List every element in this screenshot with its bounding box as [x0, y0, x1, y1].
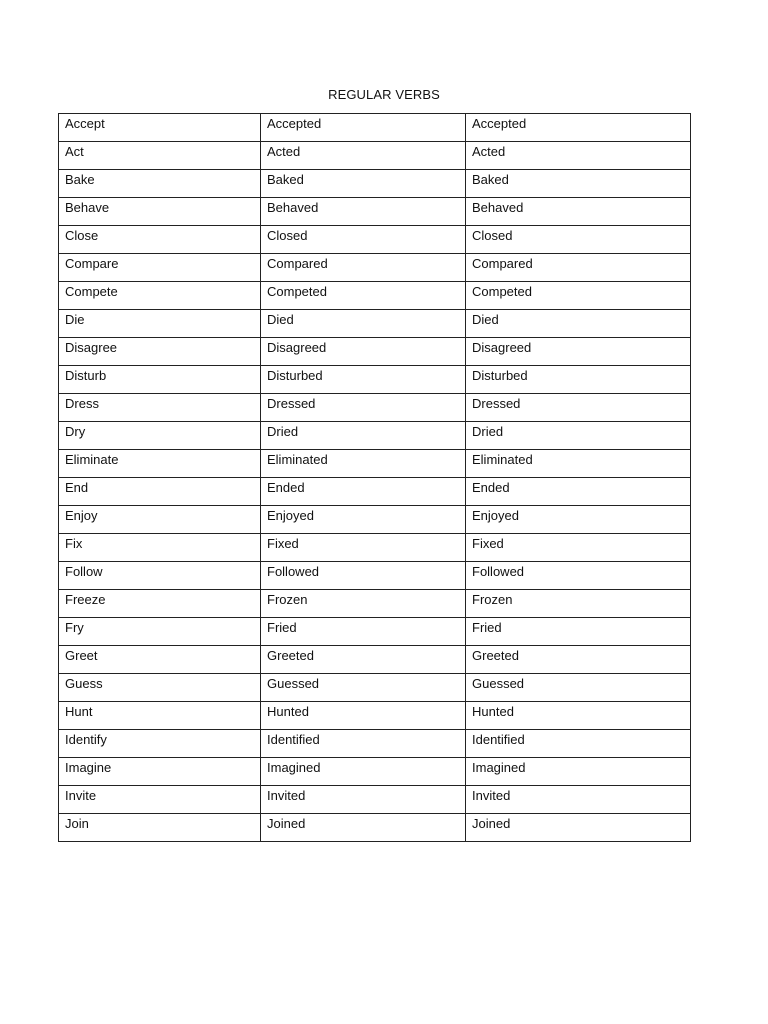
table-cell-past-participle: [466, 338, 691, 366]
table-row: [59, 226, 691, 254]
table-cell-base-form: [59, 282, 261, 310]
cell-text: Identified: [267, 732, 320, 747]
cell-text: Guess: [65, 676, 103, 691]
cell-text: Disagreed: [267, 340, 327, 355]
table-cell-past-simple: [261, 226, 466, 254]
cell-text: Eliminate: [65, 452, 119, 467]
table-row: [59, 114, 691, 142]
table-cell-past-participle: [466, 282, 691, 310]
table-cell-past-simple: [261, 142, 466, 170]
table-row: [59, 618, 691, 646]
cell-text: Competed: [267, 284, 327, 299]
table-cell-past-participle: [466, 394, 691, 422]
cell-text: Fixed: [472, 536, 504, 551]
table-cell-past-simple: [261, 450, 466, 478]
cell-text: Disturbed: [267, 368, 323, 383]
cell-text: Imagine: [65, 760, 112, 775]
table-cell-past-simple: [261, 422, 466, 450]
table-cell-base-form: [59, 142, 261, 170]
cell-text: Fried: [267, 620, 297, 635]
cell-text: Eliminated: [472, 452, 533, 467]
cell-text: Compared: [472, 256, 533, 271]
cell-text: Hunted: [267, 704, 309, 719]
table-row: [59, 758, 691, 786]
cell-text: Competed: [472, 284, 532, 299]
table-cell-past-participle: [466, 562, 691, 590]
table-row: [59, 646, 691, 674]
cell-text: Died: [472, 312, 499, 327]
cell-text: Hunted: [472, 704, 514, 719]
table-cell-past-simple: [261, 338, 466, 366]
cell-text: Frozen: [267, 592, 308, 607]
table-row: [59, 422, 691, 450]
cell-text: Accept: [65, 116, 105, 131]
table-cell-past-participle: [466, 730, 691, 758]
table-cell-base-form: [59, 478, 261, 506]
table-row: [59, 506, 691, 534]
cell-text: Invite: [65, 788, 97, 803]
cell-text: Greeted: [472, 648, 519, 663]
table-cell-past-participle: [466, 142, 691, 170]
cell-text: Fry: [65, 620, 84, 635]
cell-text: Guessed: [267, 676, 320, 691]
cell-text: Accepted: [267, 116, 322, 131]
table-cell-past-simple: [261, 114, 466, 142]
cell-text: Freeze: [65, 592, 106, 607]
verbs-table-body: [59, 114, 691, 842]
table-cell-past-participle: [466, 254, 691, 282]
table-cell-base-form: [59, 562, 261, 590]
cell-text: Act: [65, 144, 84, 159]
cell-text: Compared: [267, 256, 328, 271]
table-cell-past-participle: [466, 534, 691, 562]
cell-text: Disturb: [65, 368, 107, 383]
table-cell-past-simple: [261, 646, 466, 674]
cell-text: Die: [65, 312, 85, 327]
cell-text: Enjoyed: [267, 508, 314, 523]
table-cell-past-simple: [261, 170, 466, 198]
cell-text: Behave: [65, 200, 110, 215]
table-cell-base-form: [59, 366, 261, 394]
document-title: REGULAR VERBS: [328, 87, 440, 102]
cell-text: Hunt: [65, 704, 93, 719]
table-cell-base-form: [59, 758, 261, 786]
cell-text: Greet: [65, 648, 98, 663]
table-row: [59, 394, 691, 422]
cell-text: Died: [267, 312, 294, 327]
table-cell-past-participle: [466, 366, 691, 394]
table-cell-base-form: [59, 226, 261, 254]
cell-text: Baked: [267, 172, 304, 187]
cell-text: Followed: [267, 564, 320, 579]
cell-text: Closed: [472, 228, 513, 243]
cell-text: Invited: [267, 788, 306, 803]
table-cell-past-participle: [466, 226, 691, 254]
table-cell-past-simple: [261, 786, 466, 814]
table-cell-past-simple: [261, 590, 466, 618]
table-cell-past-simple: [261, 702, 466, 730]
table-cell-past-simple: [261, 254, 466, 282]
cell-text: Fix: [65, 536, 83, 551]
table-cell-past-participle: [466, 198, 691, 226]
table-cell-past-participle: [466, 170, 691, 198]
table-cell-base-form: [59, 786, 261, 814]
table-cell-base-form: [59, 506, 261, 534]
table-cell-past-participle: [466, 422, 691, 450]
cell-text: Identify: [65, 732, 107, 747]
table-cell-base-form: [59, 114, 261, 142]
table-row: [59, 198, 691, 226]
table-row: [59, 730, 691, 758]
cell-text: Join: [65, 816, 89, 831]
table-row: [59, 366, 691, 394]
cell-text: Ended: [267, 480, 305, 495]
cell-text: Dressed: [472, 396, 521, 411]
cell-text: Accepted: [472, 116, 527, 131]
table-cell-past-participle: [466, 702, 691, 730]
table-cell-past-participle: [466, 758, 691, 786]
table-cell-past-participle: [466, 814, 691, 842]
table-row: [59, 814, 691, 842]
table-cell-base-form: [59, 198, 261, 226]
table-row: [59, 282, 691, 310]
table-cell-past-participle: [466, 646, 691, 674]
cell-text: Acted: [472, 144, 506, 159]
cell-text: Frozen: [472, 592, 513, 607]
cell-text: Behaved: [472, 200, 524, 215]
table-row: [59, 450, 691, 478]
table-cell-base-form: [59, 702, 261, 730]
table-cell-past-simple: [261, 814, 466, 842]
table-cell-past-simple: [261, 310, 466, 338]
table-row: [59, 702, 691, 730]
cell-text: Imagined: [472, 760, 526, 775]
cell-text: Imagined: [267, 760, 321, 775]
cell-text: Dressed: [267, 396, 316, 411]
table-cell-past-simple: [261, 198, 466, 226]
table-row: [59, 310, 691, 338]
table-cell-past-simple: [261, 562, 466, 590]
table-cell-base-form: [59, 534, 261, 562]
cell-text: Bake: [65, 172, 95, 187]
cell-text: Guessed: [472, 676, 525, 691]
table-cell-past-participle: [466, 478, 691, 506]
table-cell-base-form: [59, 730, 261, 758]
table-cell-base-form: [59, 814, 261, 842]
table-cell-past-participle: [466, 310, 691, 338]
table-cell-past-simple: [261, 282, 466, 310]
cell-text: Ended: [472, 480, 510, 495]
table-cell-base-form: [59, 590, 261, 618]
cell-text: Fried: [472, 620, 502, 635]
cell-text: Greeted: [267, 648, 314, 663]
cell-text: Compare: [65, 256, 119, 271]
cell-text: Follow: [65, 564, 103, 579]
table-cell-past-participle: [466, 618, 691, 646]
cell-text: Baked: [472, 172, 509, 187]
table-cell-past-simple: [261, 730, 466, 758]
table-row: [59, 562, 691, 590]
cell-text: Compete: [65, 284, 118, 299]
cell-text: Dried: [472, 424, 504, 439]
table-row: [59, 338, 691, 366]
cell-text: Joined: [472, 816, 511, 831]
cell-text: Enjoyed: [472, 508, 519, 523]
table-cell-past-simple: [261, 366, 466, 394]
table-cell-base-form: [59, 646, 261, 674]
cell-text: Disturbed: [472, 368, 528, 383]
cell-text: Dress: [65, 396, 99, 411]
table-row: [59, 478, 691, 506]
cell-text: Disagreed: [472, 340, 532, 355]
table-cell-base-form: [59, 618, 261, 646]
table-cell-past-participle: [466, 114, 691, 142]
cell-text: Disagree: [65, 340, 118, 355]
table-cell-past-simple: [261, 618, 466, 646]
cell-text: Behaved: [267, 200, 319, 215]
table-row: [59, 142, 691, 170]
cell-text: Enjoy: [65, 508, 98, 523]
table-cell-past-simple: [261, 394, 466, 422]
cell-text: Close: [65, 228, 99, 243]
cell-text: Followed: [472, 564, 525, 579]
table-row: [59, 170, 691, 198]
table-cell-base-form: [59, 254, 261, 282]
table-cell-past-participle: [466, 450, 691, 478]
cell-text: Joined: [267, 816, 306, 831]
table-cell-past-simple: [261, 506, 466, 534]
cell-text: Dried: [267, 424, 299, 439]
cell-text: Identified: [472, 732, 525, 747]
verbs-table: [58, 113, 691, 842]
table-cell-base-form: [59, 394, 261, 422]
table-cell-base-form: [59, 450, 261, 478]
cell-text: Fixed: [267, 536, 299, 551]
table-cell-base-form: [59, 170, 261, 198]
table-row: [59, 534, 691, 562]
cell-text: Closed: [267, 228, 308, 243]
table-row: [59, 254, 691, 282]
table-cell-past-simple: [261, 758, 466, 786]
table-cell-base-form: [59, 338, 261, 366]
table-cell-past-participle: [466, 786, 691, 814]
table-row: [59, 590, 691, 618]
table-row: [59, 786, 691, 814]
table-cell-base-form: [59, 310, 261, 338]
table-cell-past-participle: [466, 590, 691, 618]
table-cell-past-simple: [261, 534, 466, 562]
table-cell-base-form: [59, 674, 261, 702]
cell-text: Eliminated: [267, 452, 328, 467]
table-cell-past-participle: [466, 674, 691, 702]
table-row: [59, 674, 691, 702]
cell-text: Acted: [267, 144, 301, 159]
table-cell-past-simple: [261, 478, 466, 506]
table-cell-past-simple: [261, 674, 466, 702]
cell-text: Invited: [472, 788, 511, 803]
table-cell-past-participle: [466, 506, 691, 534]
cell-text: Dry: [65, 424, 86, 439]
table-cell-base-form: [59, 422, 261, 450]
cell-text: End: [65, 480, 89, 495]
